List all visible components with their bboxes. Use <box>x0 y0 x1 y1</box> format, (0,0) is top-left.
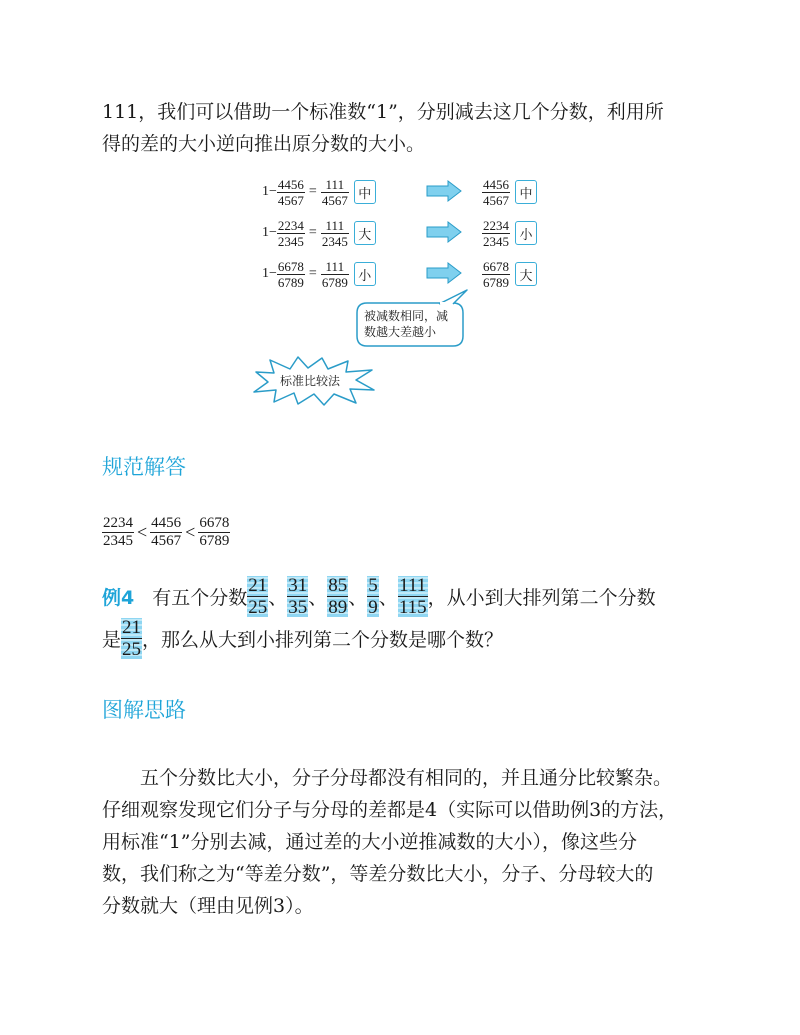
speech-bubble-text <box>364 308 468 340</box>
equals-sign: = <box>308 266 317 281</box>
intro-paragraph <box>102 96 702 160</box>
intro-line-1: 111，我们可以借助一个标准数“1”，分别减去这几个分数，利用所 <box>102 101 664 123</box>
body-line-4: 数，我们称之为“等差分数”，等差分数比大小，分子、分母较大的 <box>102 863 654 885</box>
separator: 、 <box>348 587 368 609</box>
example-fraction-3: $\frac{85}{89}$ <box>328 575 348 618</box>
example-fraction-5: $\frac{111}{115}$ <box>398 575 427 618</box>
fraction: $\frac{6678}{6789}$ <box>277 258 304 290</box>
result-row-2 <box>482 213 537 253</box>
example-4-line-2 <box>102 618 722 659</box>
example-text-d: ，那么从大到小排列第二个分数是哪个数？ <box>142 629 504 651</box>
answer-fraction-3: $\frac{6678}{6789}$ <box>199 515 230 549</box>
right-arrow-icon <box>426 180 462 202</box>
minuend: 1− <box>262 184 277 199</box>
method-label: 标准比较法 <box>280 374 341 388</box>
body-line-3: 用标准“1”分别去减，通过差的大小逆推减数的大小），像这些分 <box>102 831 638 853</box>
less-than-sign: < <box>137 522 148 542</box>
body-line-1: 五个分数比大小，分子分母都没有相同的，并且通分比较繁杂。 <box>140 767 673 789</box>
explanation-paragraph <box>102 762 702 922</box>
example-given-fraction: $\frac{21}{25}$ <box>122 617 142 660</box>
result-tag: 大 <box>515 262 537 286</box>
answer-inequality <box>102 516 230 549</box>
bubble-line-2: 数越大差越小 <box>364 325 437 339</box>
size-tag: 大 <box>354 221 376 245</box>
size-tag: 小 <box>354 262 376 286</box>
result-row-1 <box>482 172 537 212</box>
difference-fraction: $\frac{111}{6789}$ <box>321 258 348 290</box>
result-fraction: $\frac{2234}{2345}$ <box>483 217 509 249</box>
difference-fraction: $\frac{111}{2345}$ <box>321 217 348 249</box>
difference-fraction: $\frac{111}{4567}$ <box>321 176 348 208</box>
answer-fraction-2: $\frac{4456}{4567}$ <box>151 515 182 549</box>
example-label: 例4 <box>102 587 135 609</box>
body-line-2: 仔细观察发现它们分子与分母的差都是4（实际可以借助例3的方法， <box>102 799 678 821</box>
equals-sign: = <box>308 225 317 240</box>
example-text-c: 是 <box>102 629 122 651</box>
right-arrow-icon <box>426 221 462 243</box>
minuend: 1− <box>262 225 277 240</box>
result-row-3 <box>482 254 537 294</box>
result-tag: 小 <box>515 221 537 245</box>
result-tag: 中 <box>515 180 537 204</box>
diagram-row-1 <box>262 172 376 212</box>
fraction: $\frac{2234}{2345}$ <box>277 217 304 249</box>
separator: 、 <box>378 587 398 609</box>
example-fraction-4: $\frac{5}{9}$ <box>368 575 378 618</box>
fraction: $\frac{4456}{4567}$ <box>277 176 304 208</box>
less-than-sign: < <box>185 522 196 542</box>
intro-line-2: 得的差的大小逆向推出原分数的大小。 <box>102 133 426 155</box>
minuend: 1− <box>262 266 277 281</box>
section-title-diagram-thinking: 图解思路 <box>102 698 186 722</box>
section-title-standard-answer: 规范解答 <box>102 455 186 479</box>
diagram-row-2 <box>262 213 376 253</box>
body-line-5: 分数就大（理由见例3）。 <box>102 895 314 917</box>
result-fraction: $\frac{6678}{6789}$ <box>483 258 509 290</box>
size-tag: 中 <box>354 180 376 204</box>
separator: 、 <box>308 587 328 609</box>
bubble-line-1: 被减数相同，减 <box>364 309 449 323</box>
equals-sign: = <box>308 184 317 199</box>
result-fraction: $\frac{4456}{4567}$ <box>483 176 509 208</box>
example-fraction-2: $\frac{31}{35}$ <box>288 575 308 618</box>
answer-fraction-1: $\frac{2234}{2345}$ <box>103 515 133 549</box>
example-fraction-1: $\frac{21}{25}$ <box>248 575 268 618</box>
right-arrow-icon <box>426 262 462 284</box>
example-4-line-1 <box>102 576 722 617</box>
example-text-a: 有五个分数 <box>152 587 248 609</box>
separator: 、 <box>268 587 288 609</box>
example-text-b: ，从小到大排列第二个分数 <box>427 587 656 609</box>
